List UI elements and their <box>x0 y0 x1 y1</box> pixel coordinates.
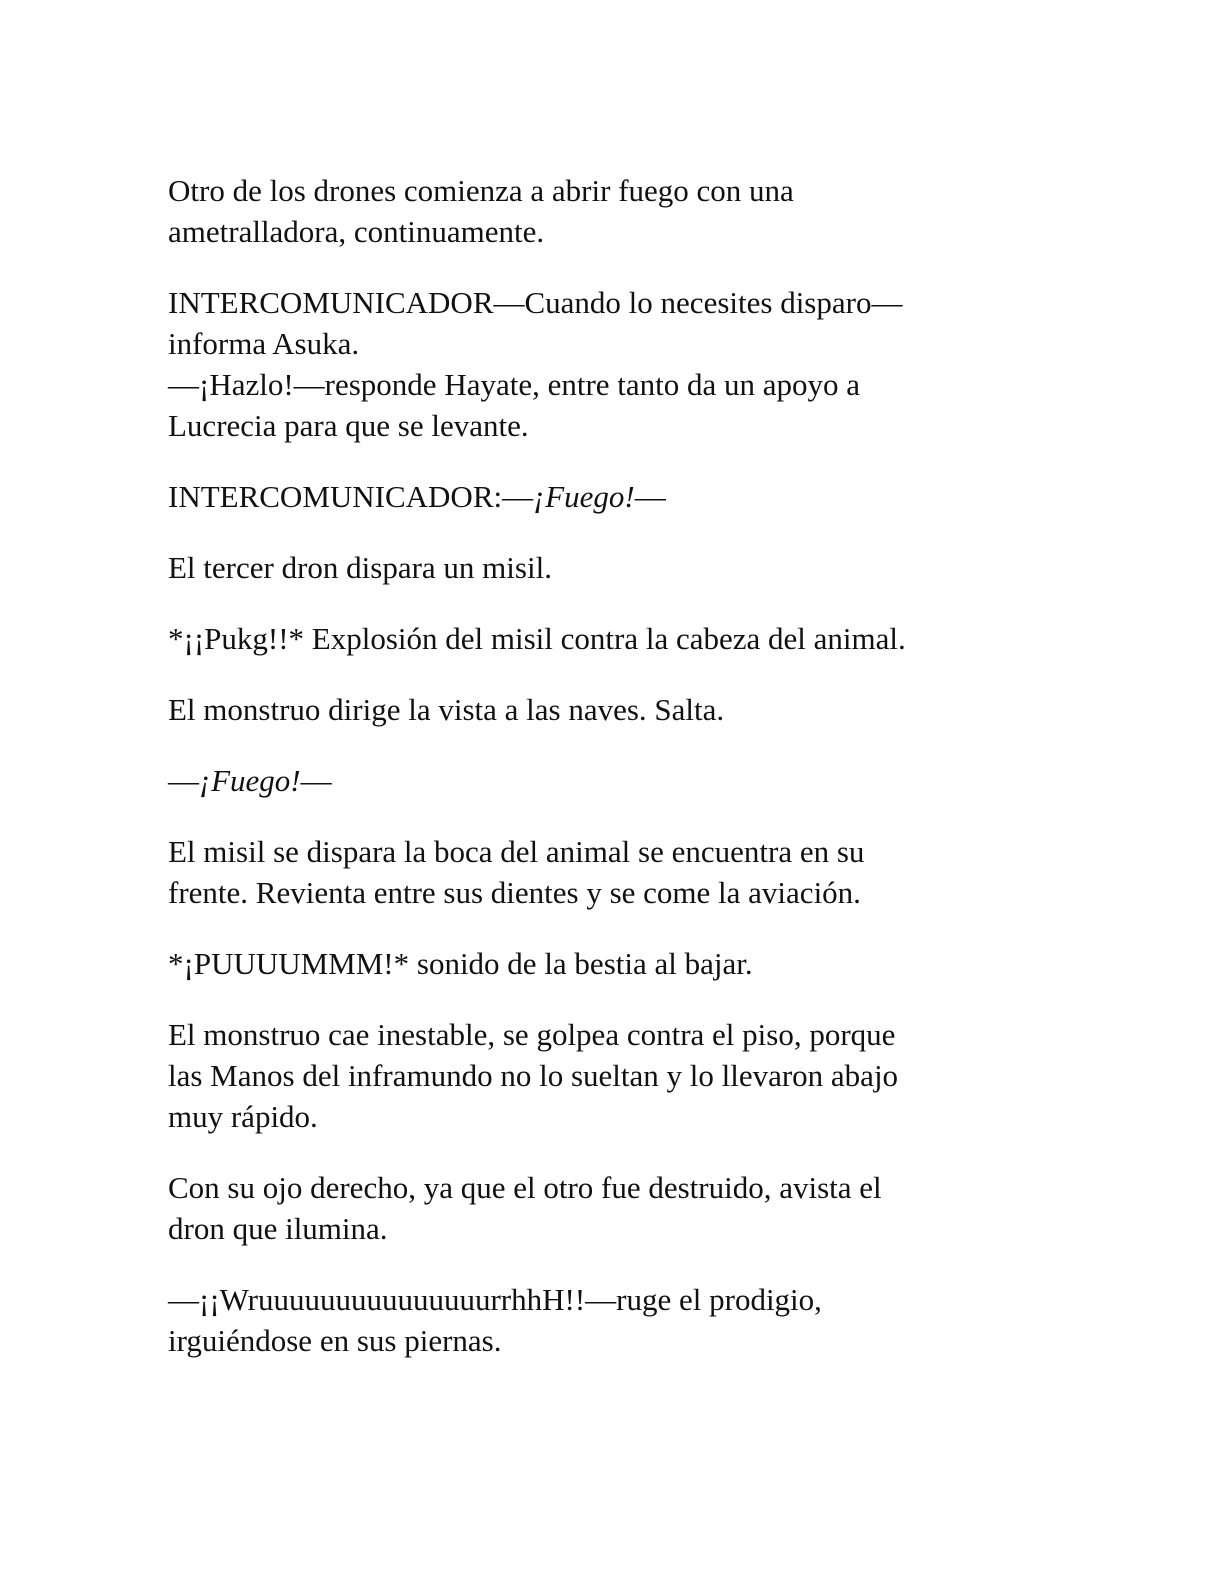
paragraph-missile-mouth <box>168 831 1048 913</box>
italic-dialogue: ¡Fuego! <box>199 763 301 798</box>
text-line: irguiéndose en sus piernas. <box>168 1323 502 1358</box>
speaker-prefix: INTERCOMUNICADOR:— <box>168 479 534 514</box>
paragraph-explosion <box>168 618 1048 659</box>
text-line: informa Asuka. <box>168 326 360 361</box>
dialogue-dash: — <box>300 763 332 798</box>
document-page <box>168 170 1048 1391</box>
text-line: El misil se dispara la boca del animal se encuentra en su <box>168 834 865 869</box>
paragraph-intercom-asuka <box>168 282 1048 364</box>
text-line: El monstruo cae inestable, se golpea contra el piso, porque <box>168 1017 896 1052</box>
text-line: ametralladora, continuamente. <box>168 214 545 249</box>
paragraph-beast-sound <box>168 943 1048 984</box>
paragraph-hayate-reply <box>168 364 1048 446</box>
text-line: —¡Hazlo!—responde Hayate, entre tanto da un apoyo a <box>168 367 861 402</box>
text-line: Otro de los drones comienza a abrir fuego con una <box>168 173 794 208</box>
paragraph-intercom-fire <box>168 476 1048 517</box>
paragraph-fire-shout <box>168 760 1048 801</box>
text-line <box>168 760 1048 801</box>
text-line: *¡¡Pukg!!* Explosión del misil contra la cabeza del animal. <box>168 621 906 656</box>
paragraph-roar <box>168 1279 1048 1361</box>
italic-dialogue: ¡Fuego! <box>533 479 635 514</box>
text-line: El monstruo dirige la vista a las naves. Salta. <box>168 692 725 727</box>
paragraph-third-drone <box>168 547 1048 588</box>
text-line: frente. Revienta entre sus dientes y se come la aviación. <box>168 875 861 910</box>
paragraph-monster-falls <box>168 1014 1048 1137</box>
text-line: las Manos del inframundo no lo sueltan y lo llevaron abajo <box>168 1058 899 1093</box>
text-line: INTERCOMUNICADOR—Cuando lo necesites disparo— <box>168 285 903 320</box>
text-line: El tercer dron dispara un misil. <box>168 550 552 585</box>
text-line: muy rápido. <box>168 1099 318 1134</box>
paragraph-drone-fire <box>168 170 1048 252</box>
text-line: Con su ojo derecho, ya que el otro fue destruido, avista el <box>168 1170 882 1205</box>
text-line <box>168 476 1048 517</box>
paragraph-monster-jumps <box>168 689 1048 730</box>
text-line: *¡PUUUUMMM!* sonido de la bestia al bajar. <box>168 946 753 981</box>
text-line: Lucrecia para que se levante. <box>168 408 529 443</box>
text-line: dron que ilumina. <box>168 1211 388 1246</box>
paragraph-right-eye <box>168 1167 1048 1249</box>
dialogue-dash: — <box>168 763 199 798</box>
dialogue-dash: — <box>634 479 666 514</box>
text-line: —¡¡WruuuuuuuuuuuuuuurrhhH!!—ruge el prodigio, <box>168 1282 822 1317</box>
